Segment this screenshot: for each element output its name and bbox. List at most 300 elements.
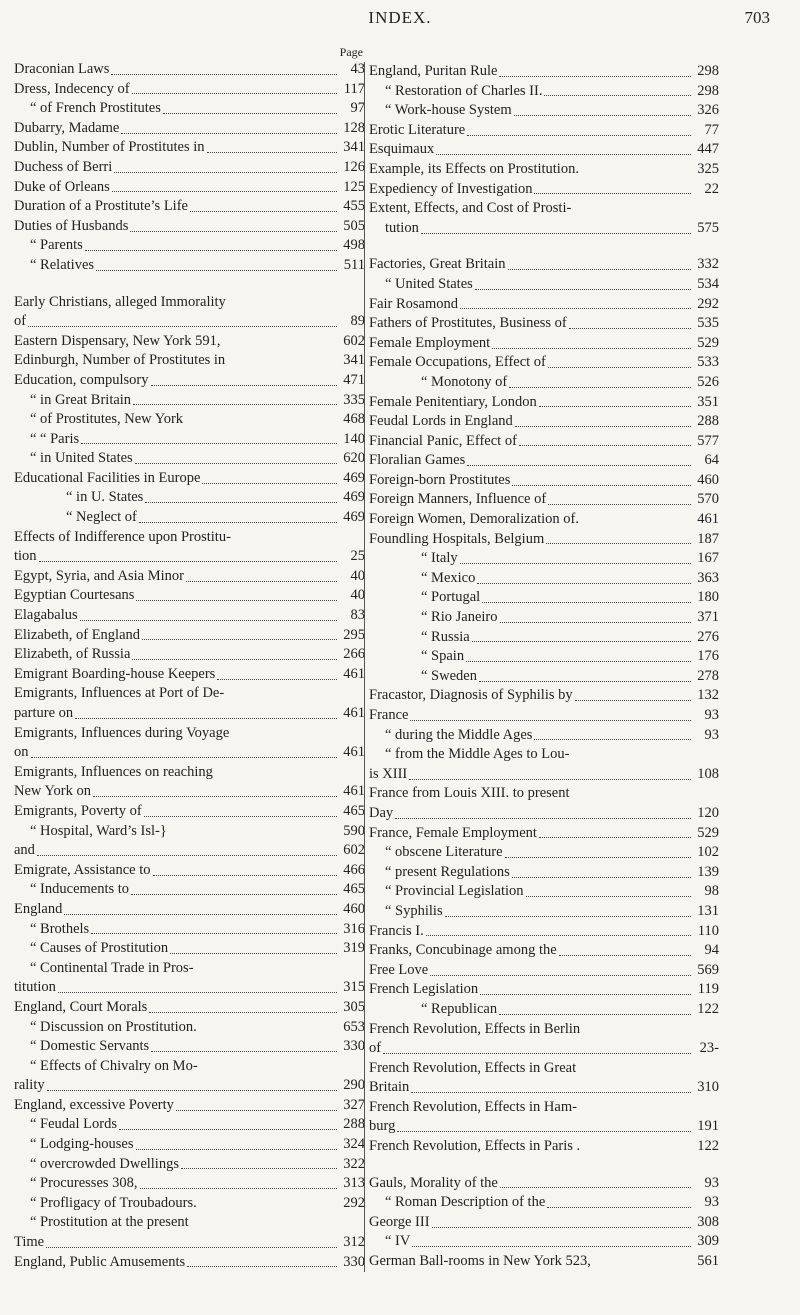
dot-leader xyxy=(58,991,337,993)
dot-leader xyxy=(421,232,691,234)
entry-text: “ in Great Britain xyxy=(30,391,132,408)
dot-leader xyxy=(217,678,337,680)
entry-page: 312 xyxy=(343,1234,365,1251)
entry-text: France, Female Employment xyxy=(369,824,537,841)
entry-text: “ Spain xyxy=(421,648,465,665)
entry-page: 187 xyxy=(697,530,719,547)
index-entry xyxy=(369,432,719,452)
index-entry xyxy=(369,530,719,550)
entry-page: 125 xyxy=(343,178,365,195)
entry-text: parture on xyxy=(14,705,74,721)
entry-page: 529 xyxy=(697,334,719,351)
entry-page: 93 xyxy=(704,707,719,723)
dot-leader xyxy=(130,230,337,232)
entry-text: Gauls, Morality of the xyxy=(369,1174,498,1191)
dot-leader xyxy=(526,895,691,897)
entry-text: “ Feudal Lords xyxy=(30,1116,117,1133)
entry-text: French Revolution, Effects in Berlin xyxy=(369,1020,581,1037)
dot-leader xyxy=(445,915,691,917)
entry-page: 371 xyxy=(697,609,719,626)
entry-text: of xyxy=(14,313,27,330)
entry-page: 266 xyxy=(343,646,365,663)
index-entry xyxy=(369,353,719,373)
entry-gap xyxy=(369,1157,719,1174)
entry-page: 534 xyxy=(697,275,719,292)
dot-leader xyxy=(579,1111,691,1112)
index-entry xyxy=(369,295,719,315)
entry-text: Edinburgh, Number of Prostitutes in xyxy=(14,352,226,369)
entry-page: 23‑ xyxy=(699,1040,719,1057)
dot-leader xyxy=(539,836,691,838)
index-entry xyxy=(369,219,719,239)
dot-leader xyxy=(472,640,691,642)
index-entry xyxy=(369,804,719,824)
index-entry xyxy=(369,647,719,667)
entry-text: France from Louis XIII. to present xyxy=(369,785,570,802)
index-entry xyxy=(14,1135,365,1155)
entry-page: 93 xyxy=(704,726,719,743)
index-entry xyxy=(369,745,719,765)
index-entry xyxy=(14,1253,365,1273)
entry-page: 511 xyxy=(343,256,365,273)
index-entry xyxy=(14,626,365,646)
entry-page: 98 xyxy=(704,883,719,900)
index-entry xyxy=(14,645,365,665)
dot-leader xyxy=(64,913,337,915)
index-entry xyxy=(369,843,719,863)
dot-leader xyxy=(37,854,337,856)
index-entry xyxy=(14,528,365,548)
entry-text: Dubarry, Madame xyxy=(14,119,120,136)
index-entry xyxy=(369,180,719,200)
index-entry xyxy=(14,665,365,685)
entry-text: “ Mexico xyxy=(421,569,476,586)
entry-page: 94 xyxy=(704,942,719,959)
entry-page: 122 xyxy=(697,1138,719,1155)
entry-page: 180 xyxy=(697,589,719,606)
dot-leader xyxy=(226,698,337,699)
dot-leader xyxy=(112,190,337,192)
entry-page: 577 xyxy=(697,432,719,449)
index-entry xyxy=(369,334,719,354)
dot-leader xyxy=(578,1072,691,1073)
entry-text: Duke of Orleans xyxy=(14,178,110,195)
dot-leader xyxy=(176,1109,337,1111)
entry-page: 526 xyxy=(697,373,719,390)
entry-text: French Revolution, Effects in Paris . xyxy=(369,1138,581,1155)
page-header xyxy=(0,8,800,38)
entry-text: England, excessive Poverty xyxy=(14,1096,174,1113)
entry-text: Female Employment xyxy=(369,334,491,351)
dot-leader xyxy=(132,658,337,660)
entry-text: “ in United States xyxy=(30,450,133,467)
index-entry xyxy=(369,199,719,219)
index-entry xyxy=(369,608,719,628)
entry-page: 77 xyxy=(704,121,719,138)
entry-page: 40 xyxy=(350,587,365,604)
entry-text: “ overcrowded Dwellings xyxy=(30,1155,179,1172)
dot-leader xyxy=(499,1013,691,1015)
index-entry xyxy=(369,882,719,902)
index-entry xyxy=(14,197,365,217)
entry-text: “ Syphilis xyxy=(385,902,443,919)
index-entry xyxy=(14,782,365,802)
dot-leader xyxy=(114,171,337,173)
index-entry xyxy=(14,978,365,998)
entry-text: Expediency of Investigation xyxy=(369,180,533,197)
dot-leader xyxy=(111,73,337,75)
dot-leader xyxy=(534,738,691,740)
dot-leader xyxy=(96,269,337,271)
dot-leader xyxy=(93,795,337,797)
dot-leader xyxy=(31,756,338,758)
index-entry xyxy=(369,902,719,922)
left-entries xyxy=(14,60,365,1272)
index-entry xyxy=(14,371,365,391)
index-entry xyxy=(14,959,365,979)
entry-text: Duties of Husbands xyxy=(14,217,129,234)
dot-leader xyxy=(571,758,691,759)
dot-leader xyxy=(132,92,337,94)
dot-leader xyxy=(492,347,691,349)
dot-leader xyxy=(430,974,691,976)
entry-text: Female Penitentiary, London xyxy=(369,393,537,410)
dot-leader xyxy=(149,1011,337,1013)
index-entry xyxy=(14,449,365,469)
index-entry xyxy=(369,1020,719,1040)
entry-page: 575 xyxy=(697,219,719,236)
entry-text: Dublin, Number of Prostitutes in xyxy=(14,139,205,156)
entry-text: tution xyxy=(385,219,419,236)
dot-leader xyxy=(412,1245,691,1247)
entry-text: rality xyxy=(14,1077,45,1094)
entry-page: 461 xyxy=(343,783,365,800)
entry-page: 128 xyxy=(343,119,365,136)
index-entry xyxy=(369,255,719,275)
entry-text: England, Court Morals xyxy=(14,998,148,1015)
entry-text: Factories, Great Britain xyxy=(369,256,506,273)
dot-leader xyxy=(199,1207,337,1208)
dot-leader xyxy=(136,1148,338,1150)
entry-text: Esquimaux xyxy=(369,141,435,158)
dot-leader xyxy=(546,542,691,544)
entry-page: 292 xyxy=(697,295,719,312)
dot-leader xyxy=(151,384,337,386)
entry-page: 460 xyxy=(697,471,719,488)
entry-text: “ Causes of Prostitution xyxy=(30,940,169,957)
index-entry xyxy=(14,1057,365,1077)
index-entry xyxy=(369,1059,719,1079)
index-entry xyxy=(14,939,365,959)
dot-leader xyxy=(508,268,692,270)
index-entry xyxy=(369,1078,719,1098)
entry-page: 461 xyxy=(343,665,365,682)
dot-leader xyxy=(460,307,691,309)
entry-text: Elagabalus xyxy=(14,607,78,624)
entry-page: 469 xyxy=(343,469,365,486)
index-entry xyxy=(369,373,719,393)
entry-text: of xyxy=(369,1040,382,1057)
dot-leader xyxy=(119,1128,337,1130)
entry-page: 298 xyxy=(697,82,719,99)
dot-leader xyxy=(582,1150,691,1151)
index-entry xyxy=(14,332,365,352)
entry-page: 288 xyxy=(343,1116,365,1133)
dot-leader xyxy=(559,954,691,956)
entry-page: 126 xyxy=(343,158,365,175)
index-entry xyxy=(369,726,719,746)
index-entry xyxy=(14,998,365,1018)
entry-page: 288 xyxy=(697,413,719,430)
dot-leader xyxy=(514,114,691,116)
entry-text: “ Discussion on Prostitution. xyxy=(30,1018,197,1035)
entry-text: is XIII xyxy=(369,765,408,782)
dot-leader xyxy=(75,717,337,719)
entry-page: 569 xyxy=(697,961,719,978)
entry-text: Emigrants, Influences at Port of De- xyxy=(14,685,225,702)
dot-leader xyxy=(144,815,337,817)
entry-text: “ Neglect of xyxy=(66,509,137,526)
dot-leader xyxy=(573,212,691,213)
dot-leader xyxy=(80,619,337,621)
index-entry xyxy=(14,138,365,158)
entry-page: 590 xyxy=(343,822,365,839)
entry-page: 602 xyxy=(343,842,365,859)
entry-page: 469 xyxy=(343,509,365,526)
index-entry xyxy=(369,1137,719,1157)
index-entry xyxy=(14,586,365,606)
entry-text: “ “ Paris xyxy=(30,430,80,447)
entry-text: George III xyxy=(369,1213,430,1230)
entry-page: 295 xyxy=(343,626,365,643)
entry-text: Foreign Manners, Influence of xyxy=(369,491,547,508)
entry-page: 327 xyxy=(343,1096,365,1113)
page-number: 703 xyxy=(744,8,770,27)
dot-leader xyxy=(512,484,691,486)
index-entry xyxy=(14,430,365,450)
entry-page: 326 xyxy=(697,102,719,119)
entry-page: 310 xyxy=(697,1079,719,1096)
index-entry xyxy=(14,822,365,842)
dot-leader xyxy=(215,776,337,777)
index-entry xyxy=(369,471,719,491)
dot-leader xyxy=(544,94,691,96)
dot-leader xyxy=(228,306,337,307)
entry-text: “ Portugal xyxy=(421,589,481,606)
entry-text: “ of French Prostitutes xyxy=(30,100,161,117)
entry-page: 119 xyxy=(697,981,719,998)
index-entry xyxy=(369,451,719,471)
dot-leader xyxy=(190,210,337,212)
page-title: INDEX. xyxy=(368,8,432,27)
dot-leader xyxy=(575,699,691,701)
entry-text: “ present Regulations xyxy=(385,863,510,880)
index-entry xyxy=(369,393,719,413)
entry-text: Floralian Games xyxy=(369,452,466,469)
index-entry xyxy=(14,256,365,276)
dot-leader xyxy=(47,1089,337,1091)
index-entry xyxy=(369,160,719,180)
dot-leader xyxy=(121,132,337,134)
index-entry xyxy=(369,588,719,608)
right-entries xyxy=(369,62,719,1272)
entry-text: England, Public Amusements xyxy=(14,1253,186,1270)
index-entry xyxy=(14,1155,365,1175)
entry-text: “ Sweden xyxy=(421,667,477,684)
entry-page: 460 xyxy=(343,900,365,917)
dot-leader xyxy=(569,327,691,329)
dot-leader xyxy=(133,403,337,405)
dot-leader xyxy=(572,798,691,799)
index-entry xyxy=(369,628,719,648)
entry-page: 322 xyxy=(343,1155,365,1172)
entry-page: 292 xyxy=(343,1194,365,1211)
index-entry xyxy=(369,549,719,569)
dot-leader xyxy=(432,1226,691,1228)
entry-text: “ obscene Literature xyxy=(385,844,503,861)
index-entry xyxy=(369,490,719,510)
entry-page: 461 xyxy=(343,744,365,761)
entry-text: France xyxy=(369,707,409,723)
entry-page: 22 xyxy=(704,180,719,197)
index-entry xyxy=(369,765,719,785)
entry-text: Erotic Literature xyxy=(369,121,466,138)
entry-page: 40 xyxy=(350,567,365,584)
entry-page: 561 xyxy=(697,1253,719,1270)
index-entry xyxy=(369,706,719,726)
entry-text: “ Parents xyxy=(30,237,83,254)
dot-leader xyxy=(480,993,691,995)
entry-text: Foundling Hospitals, Belgium xyxy=(369,530,545,547)
dot-leader xyxy=(135,462,337,464)
dot-leader xyxy=(181,1167,337,1169)
index-entry xyxy=(369,1174,719,1194)
entry-text: tion xyxy=(14,548,37,565)
entry-page: 176 xyxy=(697,648,719,665)
dot-leader xyxy=(28,325,337,327)
entry-text: “ in U. States xyxy=(66,489,144,506)
entry-text: Emigrant Boarding-house Keepers xyxy=(14,665,216,682)
dot-leader xyxy=(479,680,691,682)
entry-text: Fracastor, Diagnosis of Syphilis by xyxy=(369,687,573,704)
index-entry xyxy=(14,743,365,763)
entry-text: on xyxy=(14,744,29,761)
entry-text: England xyxy=(14,900,63,917)
entry-text: Fair Rosamond xyxy=(369,295,459,312)
dot-leader xyxy=(85,249,337,251)
dot-leader xyxy=(227,365,337,366)
entry-text: “ Relatives xyxy=(30,256,95,273)
entry-text: “ Monotony of xyxy=(421,373,508,390)
dot-leader xyxy=(200,1070,337,1071)
entry-text: Emigrate, Assistance to xyxy=(14,861,151,878)
index-entry xyxy=(369,412,719,432)
entry-page: 25 xyxy=(350,548,365,565)
entry-text: Educational Facilities in Europe xyxy=(14,469,201,486)
index-entry xyxy=(14,312,365,332)
dot-leader xyxy=(383,1052,691,1054)
entry-text: Britain xyxy=(369,1079,410,1096)
index-entry xyxy=(14,1076,365,1096)
dot-leader xyxy=(131,893,337,895)
entry-text: “ Russia xyxy=(421,628,470,645)
entry-page: 505 xyxy=(343,217,365,234)
entry-text: “ Republican xyxy=(421,1000,498,1017)
entry-page: 305 xyxy=(343,998,365,1015)
entry-text: Fathers of Prostitutes, Business of xyxy=(369,315,567,332)
entry-page: 43 xyxy=(350,61,365,77)
entry-page: 351 xyxy=(697,393,719,410)
index-entry xyxy=(369,62,719,82)
entry-page: 83 xyxy=(350,607,365,624)
entry-text: German Ball-rooms in New York 523, xyxy=(369,1253,591,1270)
entry-text: Effects of Indifference upon Prostitu- xyxy=(14,528,231,545)
entry-gap xyxy=(14,276,365,293)
dot-leader xyxy=(582,1033,691,1034)
dot-leader xyxy=(466,660,691,662)
dot-leader xyxy=(186,580,337,582)
entry-page: 122 xyxy=(697,1000,719,1017)
entry-text: Francis I. xyxy=(369,922,424,939)
entry-page: 64 xyxy=(704,452,719,469)
entry-text: French Legislation xyxy=(369,981,479,998)
dot-leader xyxy=(231,737,337,738)
index-entry xyxy=(14,391,365,411)
index-entry xyxy=(369,980,719,1000)
entry-text: “ Provincial Legislation xyxy=(385,883,524,900)
entry-page: 140 xyxy=(343,430,365,447)
dot-leader xyxy=(187,1265,337,1267)
entry-page: 110 xyxy=(697,922,719,939)
column-header-page: Page xyxy=(339,45,363,59)
entry-text: “ Inducements to xyxy=(30,881,130,898)
entry-page: 167 xyxy=(697,550,719,567)
dot-leader xyxy=(169,835,337,836)
index-entry xyxy=(14,724,365,744)
dot-leader xyxy=(505,856,691,858)
entry-page: 324 xyxy=(343,1136,365,1153)
dot-leader xyxy=(467,464,691,466)
index-entry xyxy=(14,1037,365,1057)
dot-leader xyxy=(409,778,691,780)
entry-page: 276 xyxy=(697,628,719,645)
entry-page: 468 xyxy=(343,411,365,428)
entry-text: Duration of a Prostitute’s Life xyxy=(14,198,188,215)
index-entry xyxy=(369,275,719,295)
entry-page: 278 xyxy=(697,667,719,684)
index-entry xyxy=(14,1194,365,1214)
entry-page: 332 xyxy=(697,256,719,273)
entry-page: 120 xyxy=(697,804,719,821)
dot-leader xyxy=(395,817,691,819)
right-column xyxy=(364,62,719,1272)
entry-text: “ Brothels xyxy=(30,920,90,937)
index-entry xyxy=(369,510,719,530)
entry-page: 132 xyxy=(697,687,719,704)
entry-text: “ Restoration of Charles II. xyxy=(385,82,543,99)
index-entry xyxy=(14,920,365,940)
entry-text: Extent, Effects, and Cost of Prosti- xyxy=(369,200,572,217)
entry-text: “ Work-house System xyxy=(385,102,512,119)
index-entry xyxy=(14,217,365,237)
dot-leader xyxy=(548,503,691,505)
entry-text: Emigrants, Influences on reaching xyxy=(14,763,213,780)
entry-page: 341 xyxy=(343,352,365,369)
index-entry xyxy=(369,140,719,160)
index-entry xyxy=(14,547,365,567)
index-entry xyxy=(14,99,365,119)
index-entry xyxy=(369,1213,719,1233)
